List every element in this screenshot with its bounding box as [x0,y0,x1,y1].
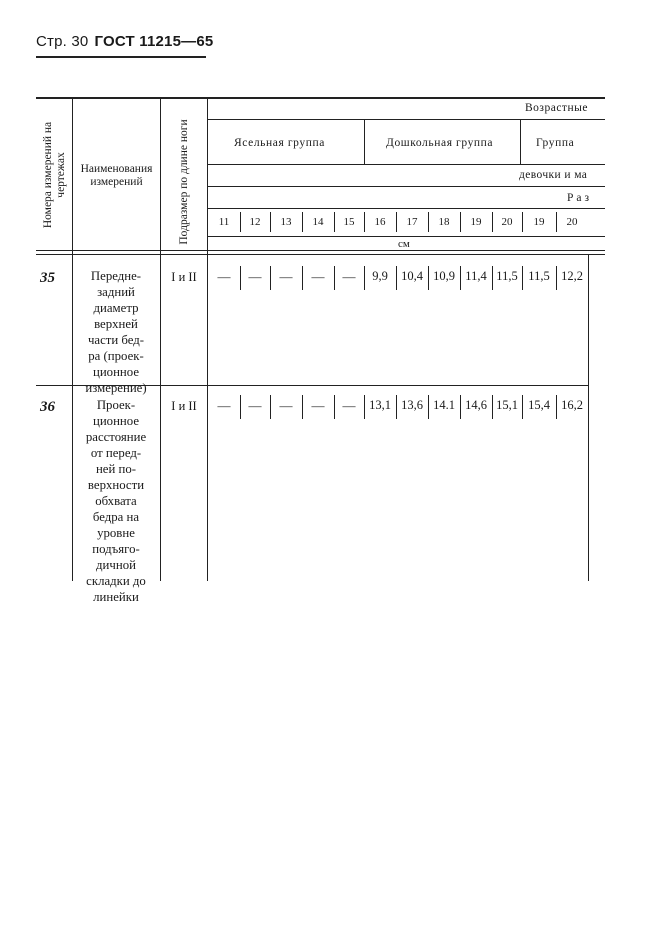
value-tick [428,266,429,290]
group-third: Группа [536,137,575,149]
value-cell: 11,5 [496,269,518,283]
size-tick [428,212,429,232]
value-tick [302,266,303,290]
rule-gender [208,186,605,187]
size-tick [460,212,461,232]
row-name: Передне- задний диаметр верхней части бед- ра (проек- ционное измерение) [85,269,147,395]
size-20: 20 [566,216,578,228]
size-tick [334,212,335,232]
size-tick [302,212,303,232]
page-number: Стр. 30 [36,33,89,50]
value-cell: 15,4 [528,398,550,412]
size-tick [270,212,271,232]
standard-number: ГОСТ 11215—65 [94,33,214,50]
age-header: Возрастные [525,102,588,114]
row-subsize: I и II [171,399,197,413]
group-separator-2 [520,120,521,164]
size-20: 20 [501,216,513,228]
value-tick [556,395,557,419]
value-tick [492,395,493,419]
group-separator-1 [364,120,365,164]
empty-value: — [279,269,293,284]
value-cell: 11,5 [528,269,550,283]
size-15: 15 [343,216,355,228]
size-14: 14 [312,216,324,228]
col-border-name [160,98,161,581]
header-rule [36,56,206,58]
empty-value: — [279,398,293,413]
size-tick [556,212,557,232]
size-tick [364,212,365,232]
rule-sizes [208,236,605,237]
unit-header: см [398,238,410,250]
value-tick [364,266,365,290]
header-bottom-rule-1 [36,250,605,251]
col-border-subsize [207,98,208,581]
value-tick [396,266,397,290]
size-12: 12 [249,216,261,228]
value-cell: 13,1 [369,398,391,412]
rule-groups [208,164,605,165]
row-number: 36 [40,399,55,415]
group-preschool: Дошкольная группа [386,137,494,149]
value-tick [522,266,523,290]
empty-value: — [217,269,231,284]
value-tick [240,395,241,419]
empty-value: — [248,398,262,413]
empty-value: — [342,398,356,413]
value-tick [428,395,429,419]
empty-value: — [311,398,325,413]
value-tick [334,395,335,419]
value-cell: 16,2 [561,398,583,412]
col-subsize-header: Подразмер по длине ноги [178,119,190,245]
size-19: 19 [533,216,545,228]
value-cell: 13,6 [401,398,423,412]
value-tick [522,395,523,419]
row-subsize: I и II [171,270,197,284]
value-cell: 14.1 [433,398,455,412]
gender-header: девочки и ма [519,169,588,181]
rule-age [208,119,605,120]
size-13: 13 [280,216,292,228]
row-number: 35 [40,270,55,286]
rule-size [208,208,605,209]
value-cell: 14,6 [465,398,487,412]
empty-value: — [217,398,231,413]
size-tick [522,212,523,232]
col-name-header [73,163,160,189]
value-tick [240,266,241,290]
value-tick [396,395,397,419]
value-tick [270,266,271,290]
size-16: 16 [374,216,386,228]
empty-value: — [248,269,262,284]
value-cell: 10,4 [401,269,423,283]
value-tick [334,266,335,290]
col-border-right [588,255,589,581]
page-header [36,33,213,50]
size-11: 11 [218,216,230,228]
size-18: 18 [438,216,450,228]
empty-value: — [311,269,325,284]
value-tick [460,395,461,419]
value-tick [302,395,303,419]
col-name-header-text: Наименования измерений [80,163,153,188]
size-tick [240,212,241,232]
value-cell: 9,9 [372,269,388,283]
header-bottom-rule-2 [36,254,605,255]
col-number-header: Номера измерений на чертежах [42,121,67,229]
value-tick [270,395,271,419]
size-17: 17 [406,216,418,228]
empty-value: — [342,269,356,284]
group-nursery: Ясельная группа [234,137,325,149]
row-name: Проек- ционное расстояние от перед- ней по- верхности обхвата бедра на уровне подъяго- дичной складки до линейки [85,398,147,604]
value-cell: 12,2 [561,269,583,283]
size-19: 19 [470,216,482,228]
value-cell: 15,1 [496,398,518,412]
size-header: Раз [567,192,593,204]
value-cell: 10,9 [433,269,455,283]
value-cell: 11,4 [465,269,487,283]
size-tick [492,212,493,232]
value-tick [364,395,365,419]
value-tick [492,266,493,290]
value-tick [460,266,461,290]
size-tick [396,212,397,232]
table-top-border [36,97,605,99]
value-tick [556,266,557,290]
